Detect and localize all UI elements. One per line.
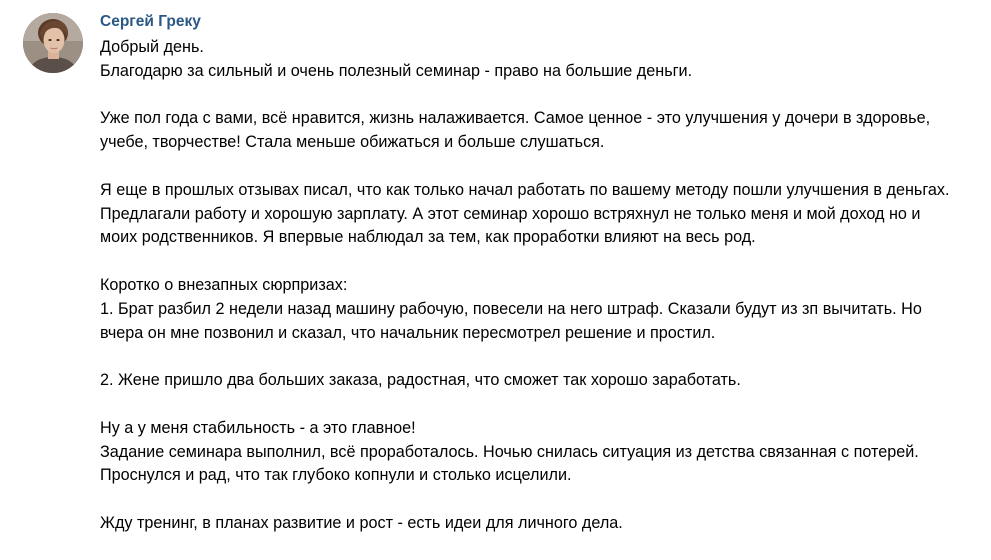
author-name-link[interactable]: Сергей Греку <box>100 13 201 30</box>
message-line: вчера он мне позвонил и сказал, что начальник пересмотрел решение и простил. <box>100 323 716 342</box>
message-paragraph <box>100 369 980 393</box>
message-paragraph <box>100 179 980 250</box>
message-line: моих родственников. Я впервые наблюдал за тем, как проработки влияют на весь род. <box>100 228 756 247</box>
message-body <box>100 36 980 560</box>
message-paragraph <box>100 274 980 345</box>
avatar-photo <box>23 13 83 73</box>
message-line: Коротко о внезапных сюрпризах: <box>100 275 348 294</box>
message-line: Уже пол года с вами, всё нравится, жизнь налаживается. Самое ценное - это улучшения у дочери в здоровье, <box>100 109 931 128</box>
message-paragraph <box>100 512 980 536</box>
message-line: 1. Брат разбил 2 недели назад машину рабочую, повесели на него штраф. Сказали будут из зп вычитать. Но <box>100 299 922 318</box>
message-line: Я еще в прошлых отзывах писал, что как только начал работать по вашему методу пошли улучшения в деньгах. <box>100 180 950 199</box>
message-line: 2. Жене пришло два больших заказа, радостная, что сможет так хорошо заработать. <box>100 371 741 390</box>
message-line: учебе, творчестве! Стала меньше обижаться и больше слушаться. <box>100 133 605 152</box>
message-line: Ну а у меня стабильность - а это главное! <box>100 418 416 437</box>
message-paragraph <box>100 417 980 488</box>
message-line: Благодарю за сильный и очень полезный семинар - право на большие деньги. <box>100 61 693 80</box>
message-line: Задание семинара выполнил, всё проработалось. Ночью снилась ситуация из детства связанная с потерей. <box>100 442 919 461</box>
message-paragraph <box>100 36 980 84</box>
avatar[interactable] <box>23 13 83 73</box>
message-line: Добрый день. <box>100 38 204 56</box>
message-line: Проснулся и рад, что так глубоко копнули и столько исцелили. <box>100 466 572 485</box>
message-line: Предлагали работу и хорошую зарплату. А этот семинар хорошо встряхнул не только меня и мой доход но и <box>100 204 921 223</box>
message-paragraph <box>100 107 980 155</box>
message-line: Жду тренинг, в планах развитие и рост - есть идеи для личного дела. <box>100 513 623 532</box>
